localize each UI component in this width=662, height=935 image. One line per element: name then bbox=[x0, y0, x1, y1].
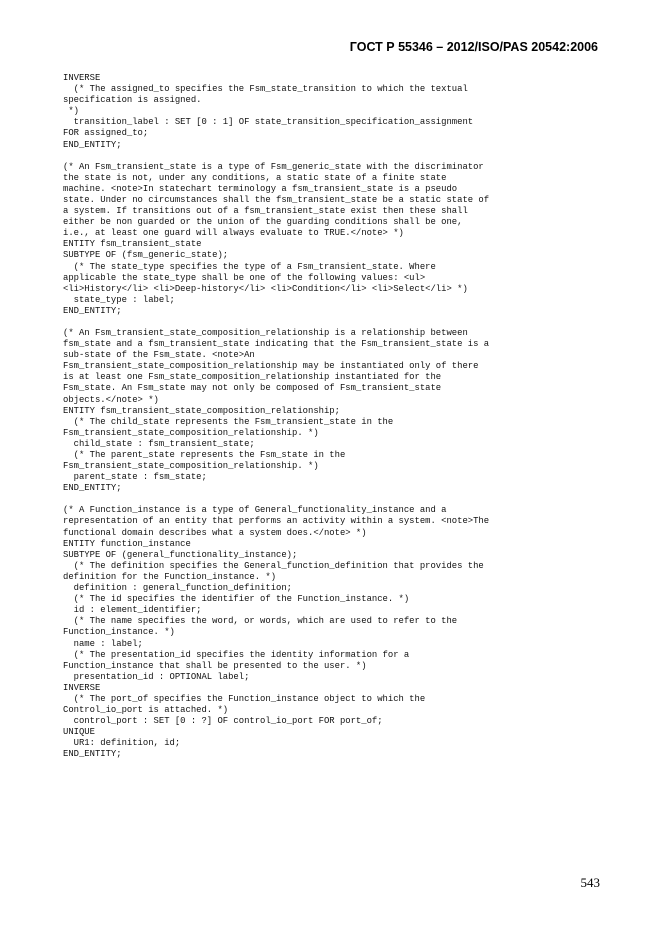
code-line: (* The port_of specifies the Function_instance object to which the bbox=[63, 693, 426, 704]
code-line: Fsm_transient_state_composition_relationship. *) bbox=[63, 461, 319, 472]
code-line: definition for the Function_instance. *) bbox=[63, 571, 277, 582]
code-line: (* An Fsm_transient_state is a type of Fsm_generic_state with the discriminator bbox=[63, 161, 484, 172]
code-line: *) bbox=[63, 106, 79, 117]
code-line: (* A Function_instance is a type of General_functionality_instance and a bbox=[63, 505, 447, 516]
code-line: objects.</note> *) bbox=[63, 394, 159, 405]
document-header-title: ГОСТ Р 55346 – 2012/ISO/PAS 20542:2006 bbox=[349, 40, 598, 54]
code-line: (* The assigned_to specifies the Fsm_state_transition to which the textual bbox=[63, 84, 468, 95]
code-line: state. Under no circumstances shall the fsm_transient_state be a static state of bbox=[63, 194, 490, 205]
code-line: (* The id specifies the identifier of the Function_instance. *) bbox=[63, 594, 410, 605]
code-line: transition_label : SET [0 : 1] OF state_transition_specification_assignment bbox=[63, 117, 474, 128]
code-line: (* The state_type specifies the type of a Fsm_transient_state. Where bbox=[63, 261, 436, 272]
code-line: representation of an entity that performs an activity within a system. <note>The bbox=[63, 516, 490, 527]
code-line: definition : general_function_definition; bbox=[63, 583, 293, 594]
code-line: SUBTYPE OF (general_functionality_instance); bbox=[63, 549, 298, 560]
express-code-listing bbox=[63, 73, 608, 772]
code-line: UNIQUE bbox=[63, 727, 95, 738]
code-line: functional domain describes what a system does.</note> *) bbox=[63, 527, 367, 538]
code-block bbox=[63, 328, 608, 494]
code-line: ENTITY fsm_transient_state_composition_relationship; bbox=[63, 405, 340, 416]
code-line: END_ENTITY; bbox=[63, 483, 122, 494]
code-line: Control_io_port is attached. *) bbox=[63, 705, 229, 716]
code-line: ENTITY fsm_transient_state bbox=[63, 239, 202, 250]
code-line: specification is assigned. bbox=[63, 95, 202, 106]
code-line: child_state : fsm_transient_state; bbox=[63, 438, 255, 449]
code-line: FOR assigned_to; bbox=[63, 128, 149, 139]
code-block bbox=[63, 73, 608, 151]
code-block bbox=[63, 162, 608, 317]
code-line: SUBTYPE OF (fsm_generic_state); bbox=[63, 250, 229, 261]
code-line: id : element_identifier; bbox=[63, 605, 202, 616]
code-line: INVERSE bbox=[63, 73, 101, 83]
code-line: (* An Fsm_transient_state_composition_relationship is a relationship between bbox=[63, 327, 468, 338]
code-line: INVERSE bbox=[63, 682, 101, 693]
code-line: Function_instance that shall be presented to the user. *) bbox=[63, 660, 367, 671]
code-block bbox=[63, 505, 608, 760]
code-line: the state is not, under any conditions, a static state of a finite state bbox=[63, 172, 447, 183]
code-line: either be non guarded or the union of the guarding conditions shall be one, bbox=[63, 217, 463, 228]
code-line: END_ENTITY; bbox=[63, 139, 122, 150]
code-line: machine. <note>In statechart terminology a fsm_transient_state is a pseudo bbox=[63, 183, 458, 194]
code-line: parent_state : fsm_state; bbox=[63, 472, 207, 483]
code-line: ENTITY function_instance bbox=[63, 538, 191, 549]
code-line: is at least one Fsm_state_composition_relationship instantiated for the bbox=[63, 372, 442, 383]
code-line: UR1: definition, id; bbox=[63, 738, 181, 749]
code-line: i.e., at least one guard will always evaluate to TRUE.</note> *) bbox=[63, 228, 404, 239]
code-line: Function_instance. *) bbox=[63, 627, 175, 638]
code-line: (* The definition specifies the General_function_definition that provides the bbox=[63, 560, 484, 571]
code-line: Fsm_state. An Fsm_state may not only be composed of Fsm_transient_state bbox=[63, 383, 442, 394]
code-line: name : label; bbox=[63, 638, 143, 649]
page-number: 543 bbox=[580, 875, 600, 890]
code-line: (* The parent_state represents the Fsm_state in the bbox=[63, 450, 346, 460]
code-line: Fsm_transient_state_composition_relationship may be instantiated only of there bbox=[63, 361, 479, 372]
code-line: fsm_state and a fsm_transient_state indicating that the Fsm_transient_state is a bbox=[63, 339, 490, 350]
code-line: Fsm_transient_state_composition_relationship. *) bbox=[63, 427, 319, 438]
code-line: END_ENTITY; bbox=[63, 749, 122, 760]
code-line: (* The presentation_id specifies the identity information for a bbox=[63, 649, 410, 660]
code-line: sub-state of the Fsm_state. <note>An bbox=[63, 350, 255, 361]
code-line: control_port : SET [0 : ?] OF control_io_port FOR port_of; bbox=[63, 716, 383, 727]
code-line: (* The name specifies the word, or words, which are used to refer to the bbox=[63, 616, 458, 627]
code-line: state_type : label; bbox=[63, 294, 175, 305]
code-line: END_ENTITY; bbox=[63, 305, 122, 316]
code-line: a system. If transitions out of a fsm_transient_state exist then these shall bbox=[63, 206, 468, 217]
code-line: presentation_id : OPTIONAL label; bbox=[63, 671, 250, 682]
code-line: (* The child_state represents the Fsm_transient_state in the bbox=[63, 416, 394, 427]
code-line: applicable the state_type shall be one of the following values: <ul> bbox=[63, 272, 426, 283]
code-line: <li>History</li> <li>Deep-history</li> <li>Condition</li> <li>Select</li> *) bbox=[63, 283, 468, 294]
